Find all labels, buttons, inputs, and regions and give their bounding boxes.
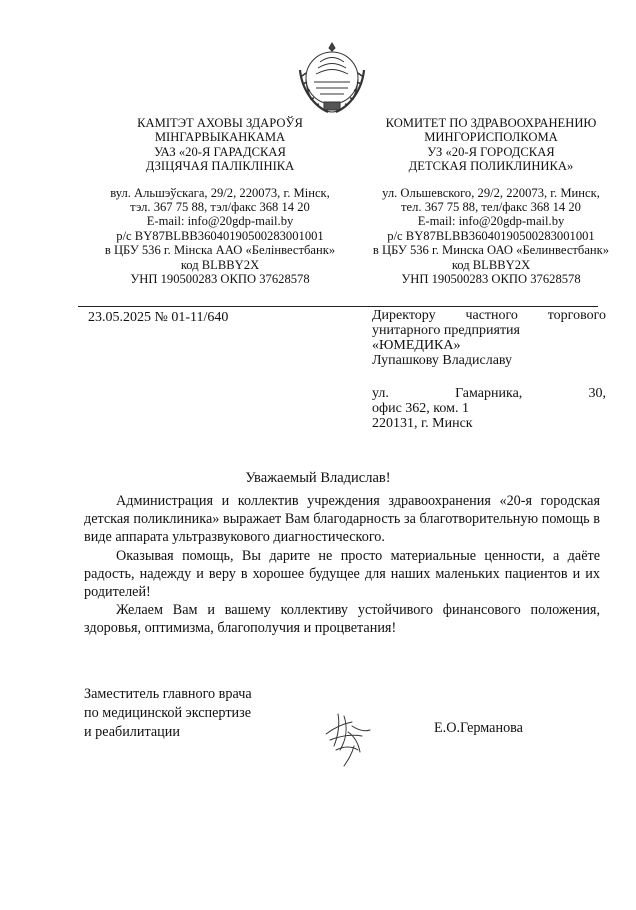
- header-right-russian: [356, 116, 626, 286]
- address-block: [356, 186, 626, 287]
- address-block: [72, 186, 368, 287]
- addressee-line: Директору частного торгового: [372, 308, 606, 323]
- address-line: вул. Альшэўскага, 29/2, 220073, г. Мінск,: [110, 185, 330, 200]
- addressee-city: 220131, г. Минск: [372, 416, 473, 431]
- account-line: р/с BY87BLBB36040190500283001001: [387, 228, 595, 243]
- email-line: E-mail: info@20gdp-mail.by: [417, 214, 565, 229]
- address-line: ул. Ольшевского, 29/2, 220073, г. Минск,: [382, 185, 600, 200]
- spacer: [372, 368, 606, 386]
- org-line: УЗ «20-Я ГОРОДСКАЯ: [427, 144, 555, 159]
- bank-code-line: код BLBBY2X: [451, 257, 531, 272]
- org-line: УАЗ «20-Я ГАРАДСКАЯ: [154, 144, 286, 159]
- address-line: тэл. 367 75 88, тэл/факс 368 14 20: [130, 200, 310, 215]
- header-divider: [78, 306, 598, 307]
- body-paragraph: Оказывая помощь, Вы дарите не просто материальные ценности, а даёте радость, надежду и веру в хорошее будущее для наших маленьких пациентов и их родителей!: [84, 547, 600, 601]
- tax-id-line: УНП 190500283 ОКПО 37628578: [401, 272, 581, 287]
- header-left-belarusian: [72, 116, 368, 286]
- org-line: ДЕТСКАЯ ПОЛИКЛИНИКА»: [408, 159, 574, 174]
- letter-body: [84, 492, 600, 638]
- signer-name: Е.О.Германова: [434, 720, 523, 736]
- position-line: и реабилитации: [84, 724, 180, 740]
- handwritten-signature: [318, 706, 382, 768]
- bank-line: в ЦБУ 536 г. Мінска ААО «Белінвестбанк»: [104, 243, 336, 258]
- bank-code-line: код BLBBY2X: [180, 257, 260, 272]
- document-number: 23.05.2025 № 01-11/640: [88, 310, 229, 325]
- account-line: р/с BY87BLBB36040190500283001001: [116, 228, 324, 243]
- org-line: МИНГОРИСПОЛКОМА: [424, 130, 558, 145]
- tax-id-line: УНП 190500283 ОКПО 37628578: [130, 272, 310, 287]
- org-line: МІНГАРВЫКАНКАМА: [154, 130, 286, 145]
- org-line: ДЗІЦЯЧАЯ ПАЛІКЛІНІКА: [145, 159, 295, 174]
- org-line: КАМІТЭТ АХОВЫ ЗДАРОЎЯ: [137, 116, 303, 130]
- addressee-block: [372, 308, 606, 431]
- addressee-name: Лупашкову Владиславу: [372, 353, 513, 368]
- body-paragraph: Желаем Вам и вашему коллективу устойчивого финансового положения, здоровья, оптимизма, благополучия и процветания!: [84, 602, 600, 637]
- signatory-position: [84, 685, 252, 742]
- email-line: E-mail: info@20gdp-mail.by: [146, 214, 294, 229]
- bank-line: в ЦБУ 536 г. Минска ОАО «Белинвестбанк»: [372, 243, 610, 258]
- addressee-street: ул. Гамарника, 30,: [372, 386, 606, 401]
- addressee-company: «ЮМЕДИКА»: [372, 338, 461, 353]
- addressee-line: унитарного предприятия: [372, 323, 520, 338]
- position-line: по медицинской экспертизе: [84, 705, 252, 721]
- addressee-office: офис 362, ком. 1: [372, 401, 469, 416]
- org-line: КОМИТЕТ ПО ЗДРАВООХРАНЕНИЮ: [385, 116, 597, 130]
- coat-of-arms-emblem: [294, 40, 370, 116]
- salutation: Уважаемый Владислав!: [245, 470, 391, 486]
- address-line: тел. 367 75 88, тел/факс 368 14 20: [401, 200, 581, 215]
- body-paragraph: Администрация и коллектив учреждения здравоохранения «20-я городская детская поликлиника» выражает Вам благодарность за благотворительную помощь в виде аппарата ультразвукового диагностического.: [84, 493, 600, 546]
- position-line: Заместитель главного врача: [84, 686, 252, 702]
